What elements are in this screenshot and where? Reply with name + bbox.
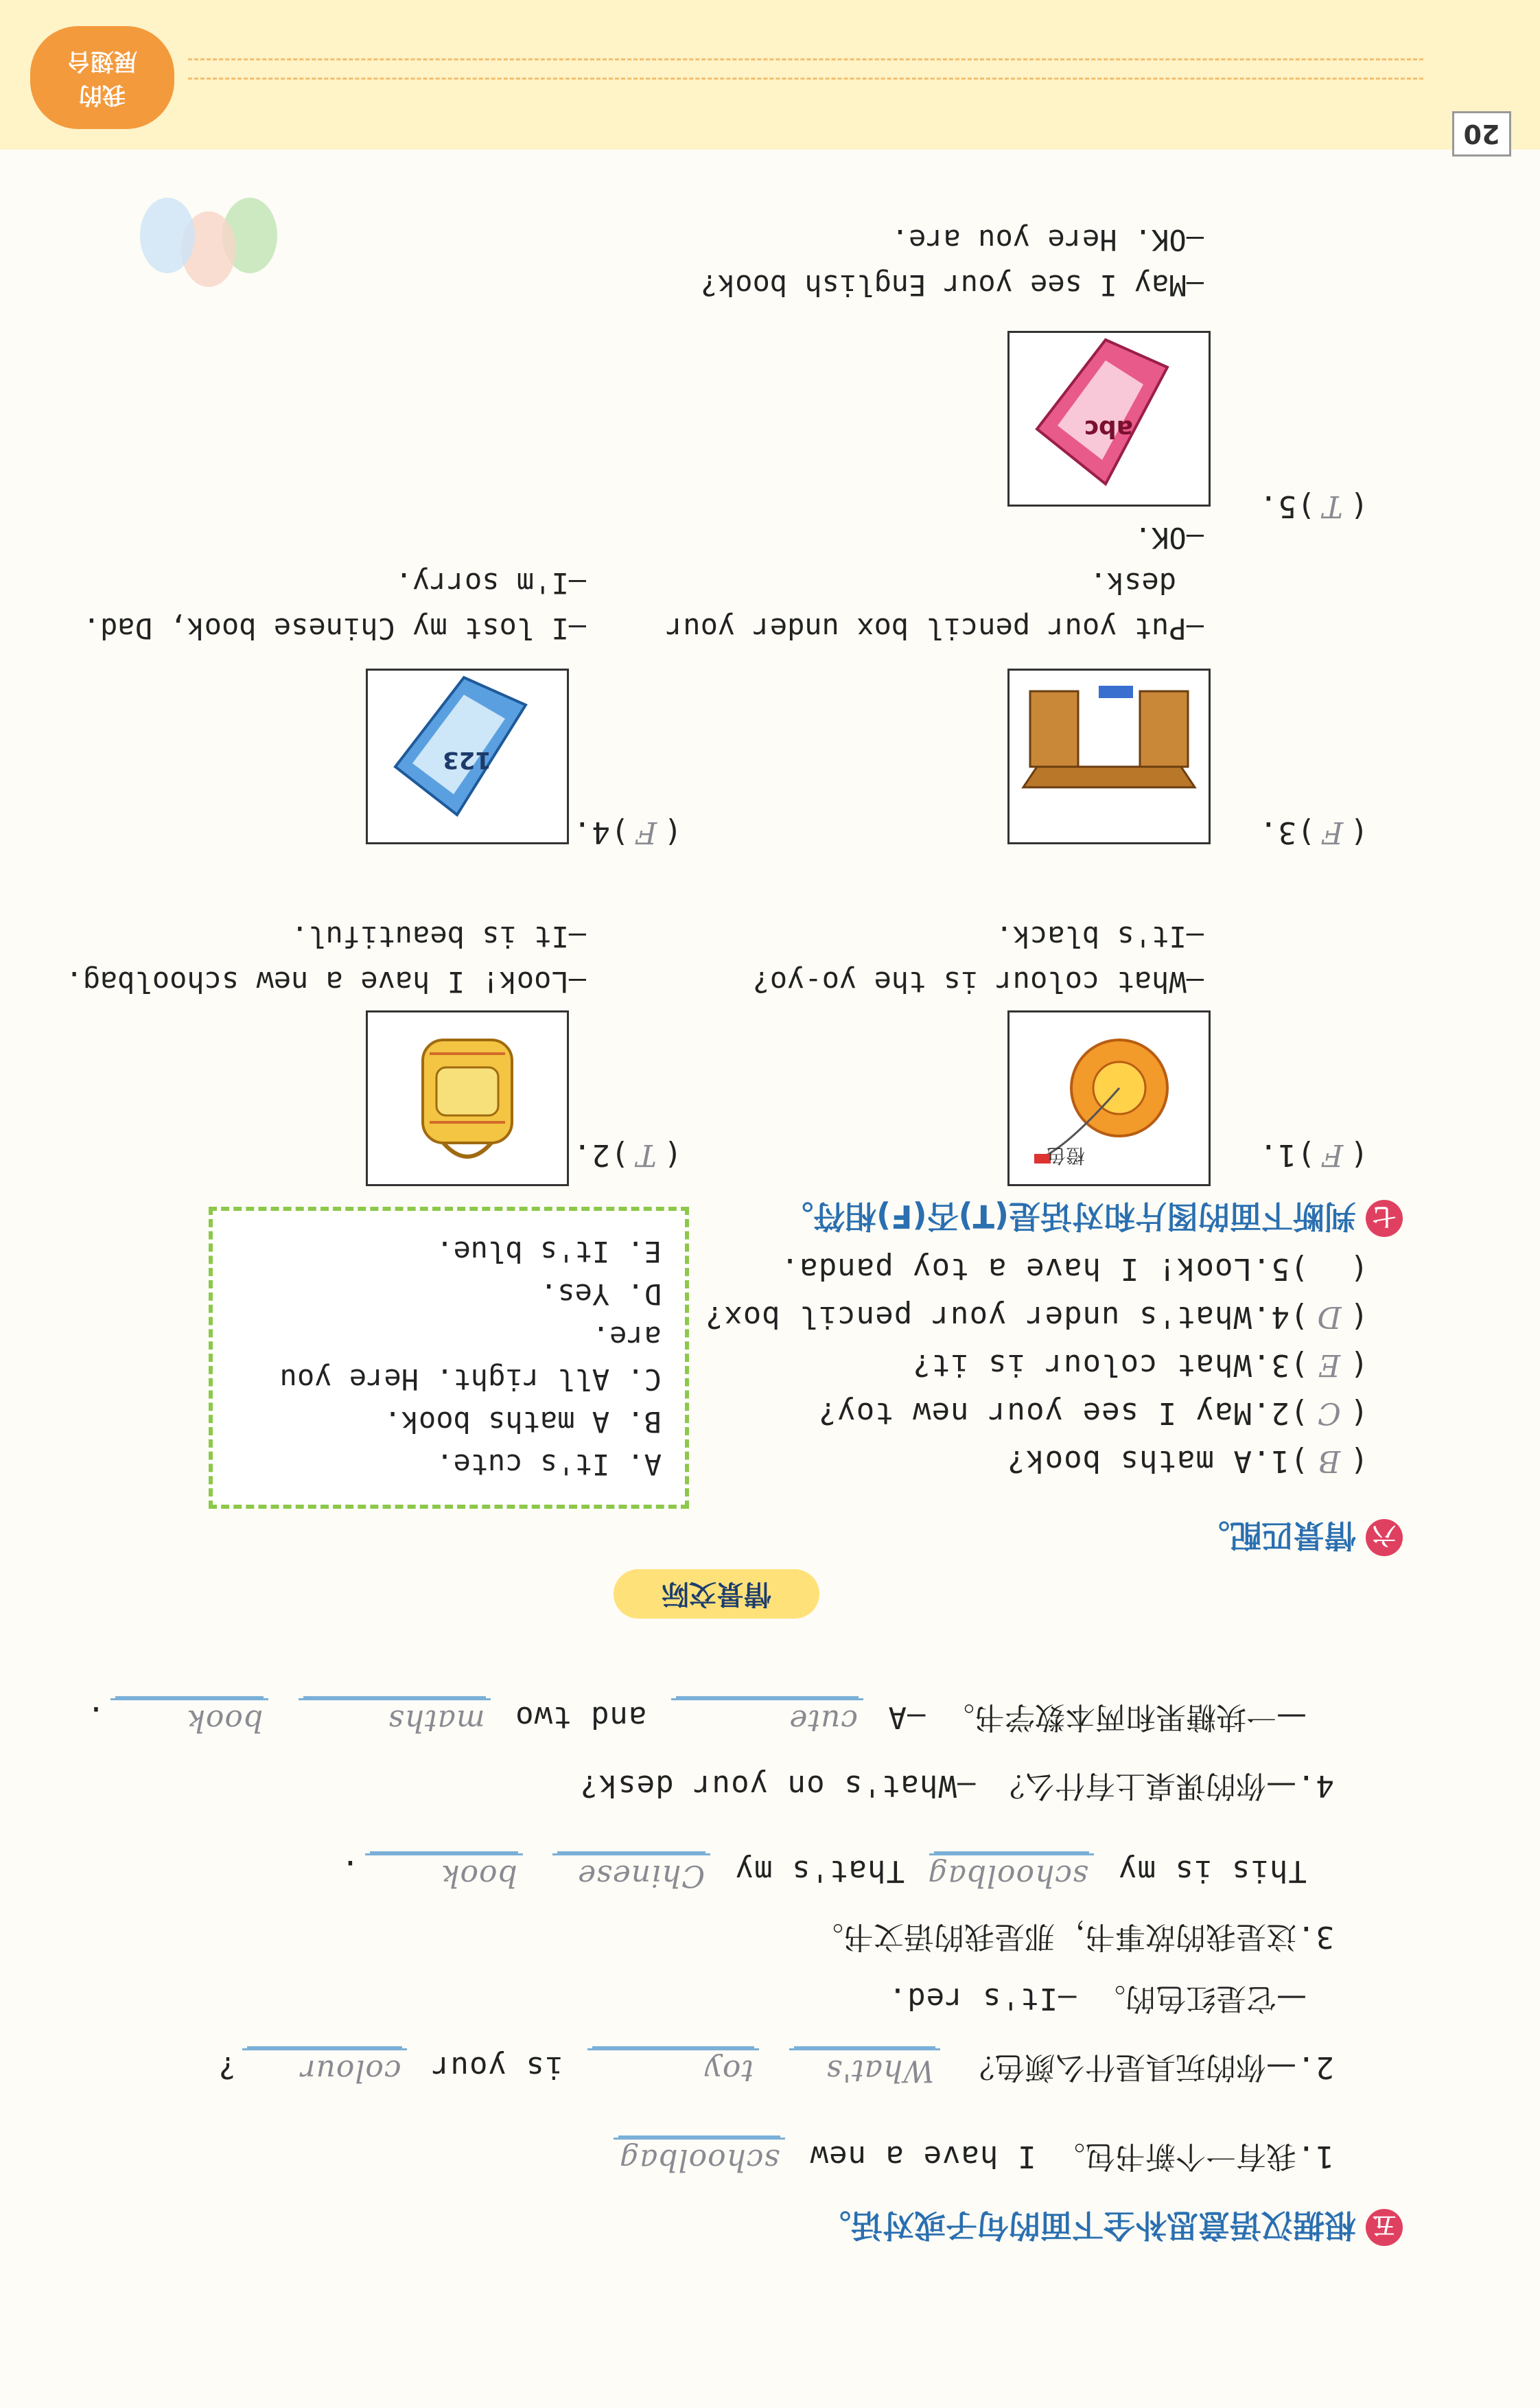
s6-question-list <box>579 1244 1368 1485</box>
s5-q4-blank-2[interactable] <box>299 1698 491 1738</box>
s5-q3-line2 <box>340 1853 1307 1893</box>
s6-question: (D)4.What's under your pencil box? <box>579 1293 1368 1341</box>
s5-q1-answer: schoolbag <box>618 2142 780 2177</box>
english-book-picture <box>1007 331 1211 507</box>
s6-question: (B)1.A maths book? <box>579 1437 1368 1485</box>
s5-q2-cn-b: —它是红色的。 <box>1095 1981 1307 2016</box>
s5-q1-en: I have a new <box>809 2139 1036 2174</box>
s6-answer-4[interactable]: D <box>1316 1299 1342 1334</box>
s5-q2-blank-3[interactable] <box>242 2048 407 2088</box>
s5-q2-blank-2[interactable] <box>587 2048 759 2088</box>
s6-option-b: B. A maths book. <box>384 1405 662 1439</box>
s5-q4-en-b1: —A <box>887 1700 926 1735</box>
corner-label <box>30 26 174 129</box>
s5-q4-answer-1: cute <box>789 1703 859 1738</box>
s6-num-5: 5. <box>1252 1251 1290 1286</box>
s5-q4-num: 4. <box>1296 1768 1334 1803</box>
s5-q2-answer-3: colour <box>300 2053 401 2088</box>
s7-item-5-label: (T)5. <box>1259 489 1368 524</box>
s5-q2-answer-1: What's <box>826 2053 935 2088</box>
s5-q2-en-mid: is your <box>431 2050 563 2085</box>
s5-q3-blank-1[interactable] <box>927 1853 1094 1893</box>
yoyo-color-label: 橙色 <box>1046 1144 1085 1167</box>
s6-num-4: 4. <box>1252 1299 1290 1334</box>
s5-q3-answer-1: schoolbag <box>927 1858 1088 1893</box>
s5-q4-line1 <box>579 1767 1334 1811</box>
s7-item-4-label: (F)4. <box>572 815 682 850</box>
s5-q3-answer-3: book <box>440 1858 517 1893</box>
section7-title: 判断下面的图片和对话是(T)否(F)相符。 <box>782 1198 1356 1235</box>
s7-answer-2[interactable]: T <box>635 1137 657 1172</box>
maths-book-label: 123 <box>443 746 491 774</box>
s5-q2-answer-2: toy <box>703 2053 754 2088</box>
s7-answer-1[interactable]: F <box>1321 1137 1344 1172</box>
s6-option-e: E. It's blue. <box>436 1235 662 1269</box>
s6-question: ()5.Look! I have a toy panda. <box>780 1251 1368 1286</box>
section6-title-row <box>1198 1515 1403 1560</box>
desk-icon <box>1010 671 1209 842</box>
s6-text-1: A maths book? <box>1006 1444 1252 1479</box>
s7-answer-5[interactable]: T <box>1322 489 1343 524</box>
english-book-label: abc <box>1084 415 1133 443</box>
s5-q3-blank-2[interactable] <box>552 1853 710 1893</box>
s7-dialog-4 <box>83 560 586 651</box>
s7-dialog-4-line-2: —I'm sorry. <box>395 566 586 600</box>
s6-text-2: May I see your new toy? <box>817 1396 1252 1431</box>
s6-answer-2[interactable]: C <box>1317 1396 1341 1431</box>
s7-dialog-2 <box>65 914 586 1004</box>
s5-q2-en-b: —It's red. <box>887 1981 1077 2016</box>
s6-question: (C)2.May I see your new toy? <box>579 1389 1368 1437</box>
s5-q1-num: 1. <box>1296 2139 1334 2174</box>
s7-dialog-1 <box>753 914 1204 1004</box>
s7-answer-4[interactable]: F <box>635 815 657 850</box>
schoolbag-icon <box>368 1012 567 1184</box>
s7-dialog-5 <box>701 217 1204 308</box>
s5-q1 <box>608 2138 1334 2181</box>
desk-picture <box>1007 669 1211 844</box>
s7-num-3: 3. <box>1259 815 1296 850</box>
s5-q2-num: 2. <box>1296 2050 1334 2085</box>
s6-option-a: A. It's cute. <box>436 1448 662 1481</box>
s7-num-5: 5. <box>1259 489 1296 524</box>
s5-q3-end: . <box>340 1853 360 1888</box>
s6-text-3: What colour is it? <box>912 1347 1252 1382</box>
section6-badge: 六 <box>1366 1519 1403 1556</box>
section7-title-row <box>782 1196 1403 1241</box>
s5-q3-en-a: This is my <box>1118 1853 1307 1888</box>
corner-label-line1: 我的 <box>79 81 126 108</box>
s5-q3-line1 <box>813 1918 1334 1962</box>
s6-num-3: 3. <box>1252 1347 1290 1382</box>
s5-q4-blank-1[interactable] <box>671 1698 863 1738</box>
s5-q1-blank[interactable] <box>614 2138 785 2177</box>
s6-options-box <box>209 1207 689 1509</box>
s6-num-2: 2. <box>1252 1396 1290 1431</box>
s7-num-2: 2. <box>572 1137 610 1172</box>
s7-answer-3[interactable]: F <box>1321 815 1344 850</box>
s5-q4-answer-2: maths <box>388 1703 485 1738</box>
s5-q3-answer-2: Chinese <box>577 1858 705 1893</box>
section-banner: 情景交际 <box>614 1569 819 1619</box>
section7-badge: 七 <box>1366 1200 1403 1237</box>
header-dashed-line-2 <box>188 58 1423 60</box>
header-band <box>0 0 1540 150</box>
s6-answer-1[interactable]: B <box>1317 1444 1341 1479</box>
s5-q2-qmark: ? <box>218 2050 237 2085</box>
s5-q3-en-b: That's my <box>734 1853 905 1888</box>
s5-q1-cn: 我有一个新书包。 <box>1055 2139 1297 2174</box>
corner-label-line2: 展翅台 <box>67 47 137 75</box>
s5-q4-en-a: —What's on your desk? <box>579 1768 976 1803</box>
s5-q4-answer-3: book <box>186 1703 264 1738</box>
s7-dialog-5-line-2: —OK. Here you are. <box>891 223 1204 257</box>
page-number: 20 <box>1452 111 1511 157</box>
s5-q2-line1 <box>218 2048 1334 2092</box>
s6-text-5: Look! I have a toy panda. <box>780 1251 1252 1286</box>
s5-q4-blank-3[interactable] <box>110 1698 268 1738</box>
s5-q4-line2 <box>86 1698 1307 1742</box>
s6-option-d: D. Yes. <box>539 1277 662 1311</box>
s5-q2-line2 <box>888 1980 1307 2024</box>
s7-num-4: 4. <box>572 815 610 850</box>
section6-title: 情景匹配。 <box>1198 1517 1356 1554</box>
s7-dialog-2-line-2: —It is beautiful. <box>291 920 586 953</box>
s7-dialog-1-line-2: —It's black. <box>995 920 1204 953</box>
s6-option-c: C. All right. Here you are. <box>279 1320 662 1396</box>
balloon-decoration-3 <box>140 198 195 273</box>
s7-dialog-3-line-1: —Put your pencil box under your <box>666 612 1204 645</box>
s5-q4-en-b2: and two <box>515 1700 647 1735</box>
s5-q4-end: . <box>86 1700 106 1735</box>
s5-q3-blank-3[interactable] <box>365 1853 523 1893</box>
schoolbag-picture <box>366 1010 569 1186</box>
s7-dialog-3-line-2: desk. <box>1089 566 1176 600</box>
section5-badge: 五 <box>1366 2209 1403 2246</box>
section5-title: 根据汉语意思补全下面的句子或对话。 <box>819 2207 1356 2244</box>
s6-text-4: What's under your pencil box? <box>704 1299 1252 1334</box>
s7-item-2-label: (T)2. <box>572 1137 682 1172</box>
s5-q4-cn-a: —你的课桌上有什么？ <box>994 1768 1297 1803</box>
s6-num-1: 1. <box>1252 1444 1290 1479</box>
yoyo-icon <box>1010 1012 1209 1184</box>
s7-dialog-1-line-1: —What colour is the yo-yo? <box>752 965 1204 999</box>
s6-answer-3[interactable]: E <box>1317 1347 1341 1382</box>
s7-item-1-label: (F)1. <box>1259 1137 1368 1172</box>
maths-book-picture <box>366 669 569 844</box>
s5-q3-cn: 这是我的故事书，那是我的语文书。 <box>813 1919 1297 1954</box>
s6-question: (E)3.What colour is it? <box>579 1341 1368 1389</box>
s7-dialog-4-line-1: —I lost my Chinese book, Dad. <box>82 612 586 645</box>
s7-num-1: 1. <box>1259 1137 1296 1172</box>
s5-q3-num: 3. <box>1296 1919 1334 1954</box>
s7-dialog-5-line-1: —May I see your English book? <box>700 268 1204 302</box>
s7-item-3-label: (F)3. <box>1259 815 1368 850</box>
section5-title-row <box>819 2205 1403 2250</box>
header-dashed-line <box>188 78 1423 80</box>
s7-dialog-2-line-1: —Look! I have a new schoolbag. <box>65 965 586 999</box>
s7-dialog-3-line-3: —OK. <box>1134 521 1204 555</box>
s5-q4-cn-b: —一块糖果和两本数学书。 <box>944 1700 1307 1735</box>
s5-q2-cn-a: —你的玩具是什么颜色？ <box>964 2050 1297 2085</box>
s7-dialog-3 <box>666 515 1204 651</box>
s5-q2-blank-1[interactable] <box>789 2048 940 2088</box>
yoyo-picture <box>1007 1010 1211 1186</box>
